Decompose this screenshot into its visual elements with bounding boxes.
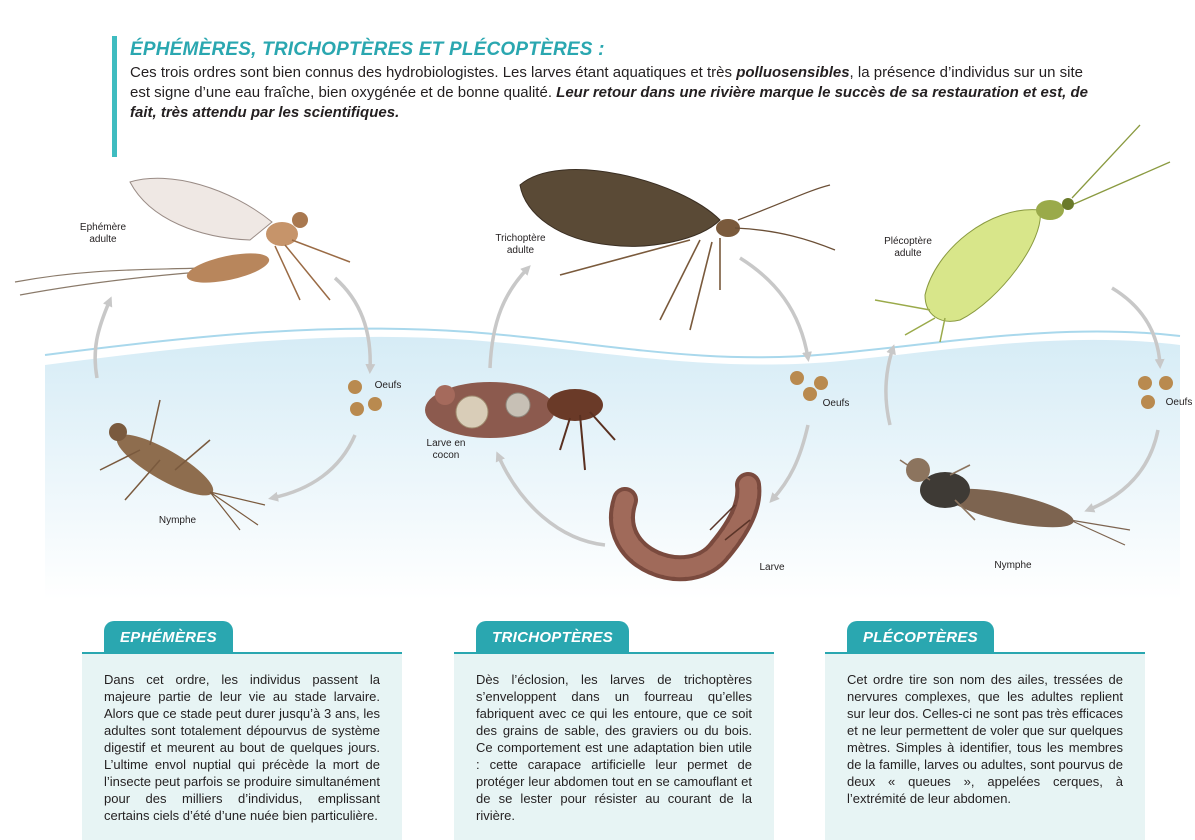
ephemere-adult-illustration [15,178,350,300]
label-plecoptere-eggs: Oeufs [1165,397,1193,408]
card-ephemeres-text: Dans cet ordre, les individus passent la majeure partie de leur vie au stade larvaire. Alors que ce stade peut durer jusqu’à 3 ans, les adultes sont totalement dépourvus de système digestif et meurent au bout de quelques jours. L’ultime envol nuptial qui précède la mort de l’insecte peut parfois se produire simultanément pour des milliers d’individus, emplissant certains ciels d’été d’une nuée bien particulière. [82,654,402,840]
intro-bold-2: Leur retour dans une rivière marque le succès de sa restauration et est, de fait, très attendu par les scientifiques. [130,84,1089,121]
card-trichopteres [454,615,774,840]
plecoptere-adult-illustration [875,125,1170,342]
label-ephemere-nymph: Nymphe [158,515,197,526]
label-plecoptere-nymph: Nymphe [994,560,1032,571]
card-plecopteres-title: PLÉCOPTÈRES [847,621,994,653]
card-plecopteres [825,615,1145,840]
arrow-tri-adult-to-eggs [740,258,808,358]
label-trichoptere-cocoon: Larve en cocon [426,438,466,461]
card-trichopteres-title: TRICHOPTÈRES [476,621,629,653]
intro-title: ÉPHÉMÈRES, TRICHOPTÈRES ET PLÉCOPTÈRES : [130,39,605,60]
label-plecoptere-adult: Plécoptère adulte [884,236,932,259]
card-trichopteres-text: Dès l’éclosion, les larves de trichoptères s’enveloppent dans un fourreau qu’elles fabriquent avec ce qui les entoure, que ce soit des grains de sable, des graviers ou du bois. Ce comportement est une adaptation bien utile : cette carapace artificielle leur permet de protéger leur abdomen tout en se camouflant et de se lester pour résister au courant de la rivière. [454,654,774,840]
label-ephemere-adult: Ephémère adulte [79,222,127,245]
label-trichoptere-larva: Larve [759,562,785,573]
card-plecopteres-text: Cet ordre tire son nom des ailes, tressées de nervures complexes, que les adultes replient sur leur dos. Celles-ci ne sont pas très efficaces et ne leur permettent de voler que sur quelques mètres. Simples à identifier, tous les membres de la famille, larves ou adultes, sont pourvus de deux « queues », appelées cerques, à l’extrémité de leur abdomen. [825,654,1145,840]
card-ephemeres-title: EPHÉMÈRES [104,621,233,653]
intro-text-1: Ces trois ordres sont bien connus des hydrobiologistes. Les larves étant aquatiques et très [130,64,737,81]
label-ephemere-eggs: Oeufs [374,380,402,391]
intro-bold-1: polluosensibles [736,64,850,81]
card-ephemeres [82,615,402,840]
label-trichoptere-eggs: Oeufs [822,398,850,409]
intro-text-2: , la présence d’individus sur un site est signe d’une eau fraîche, bien oxygénée et de bonne qualité. [130,64,1084,101]
label-trichoptere-adult: Trichoptère adulte [495,233,546,256]
